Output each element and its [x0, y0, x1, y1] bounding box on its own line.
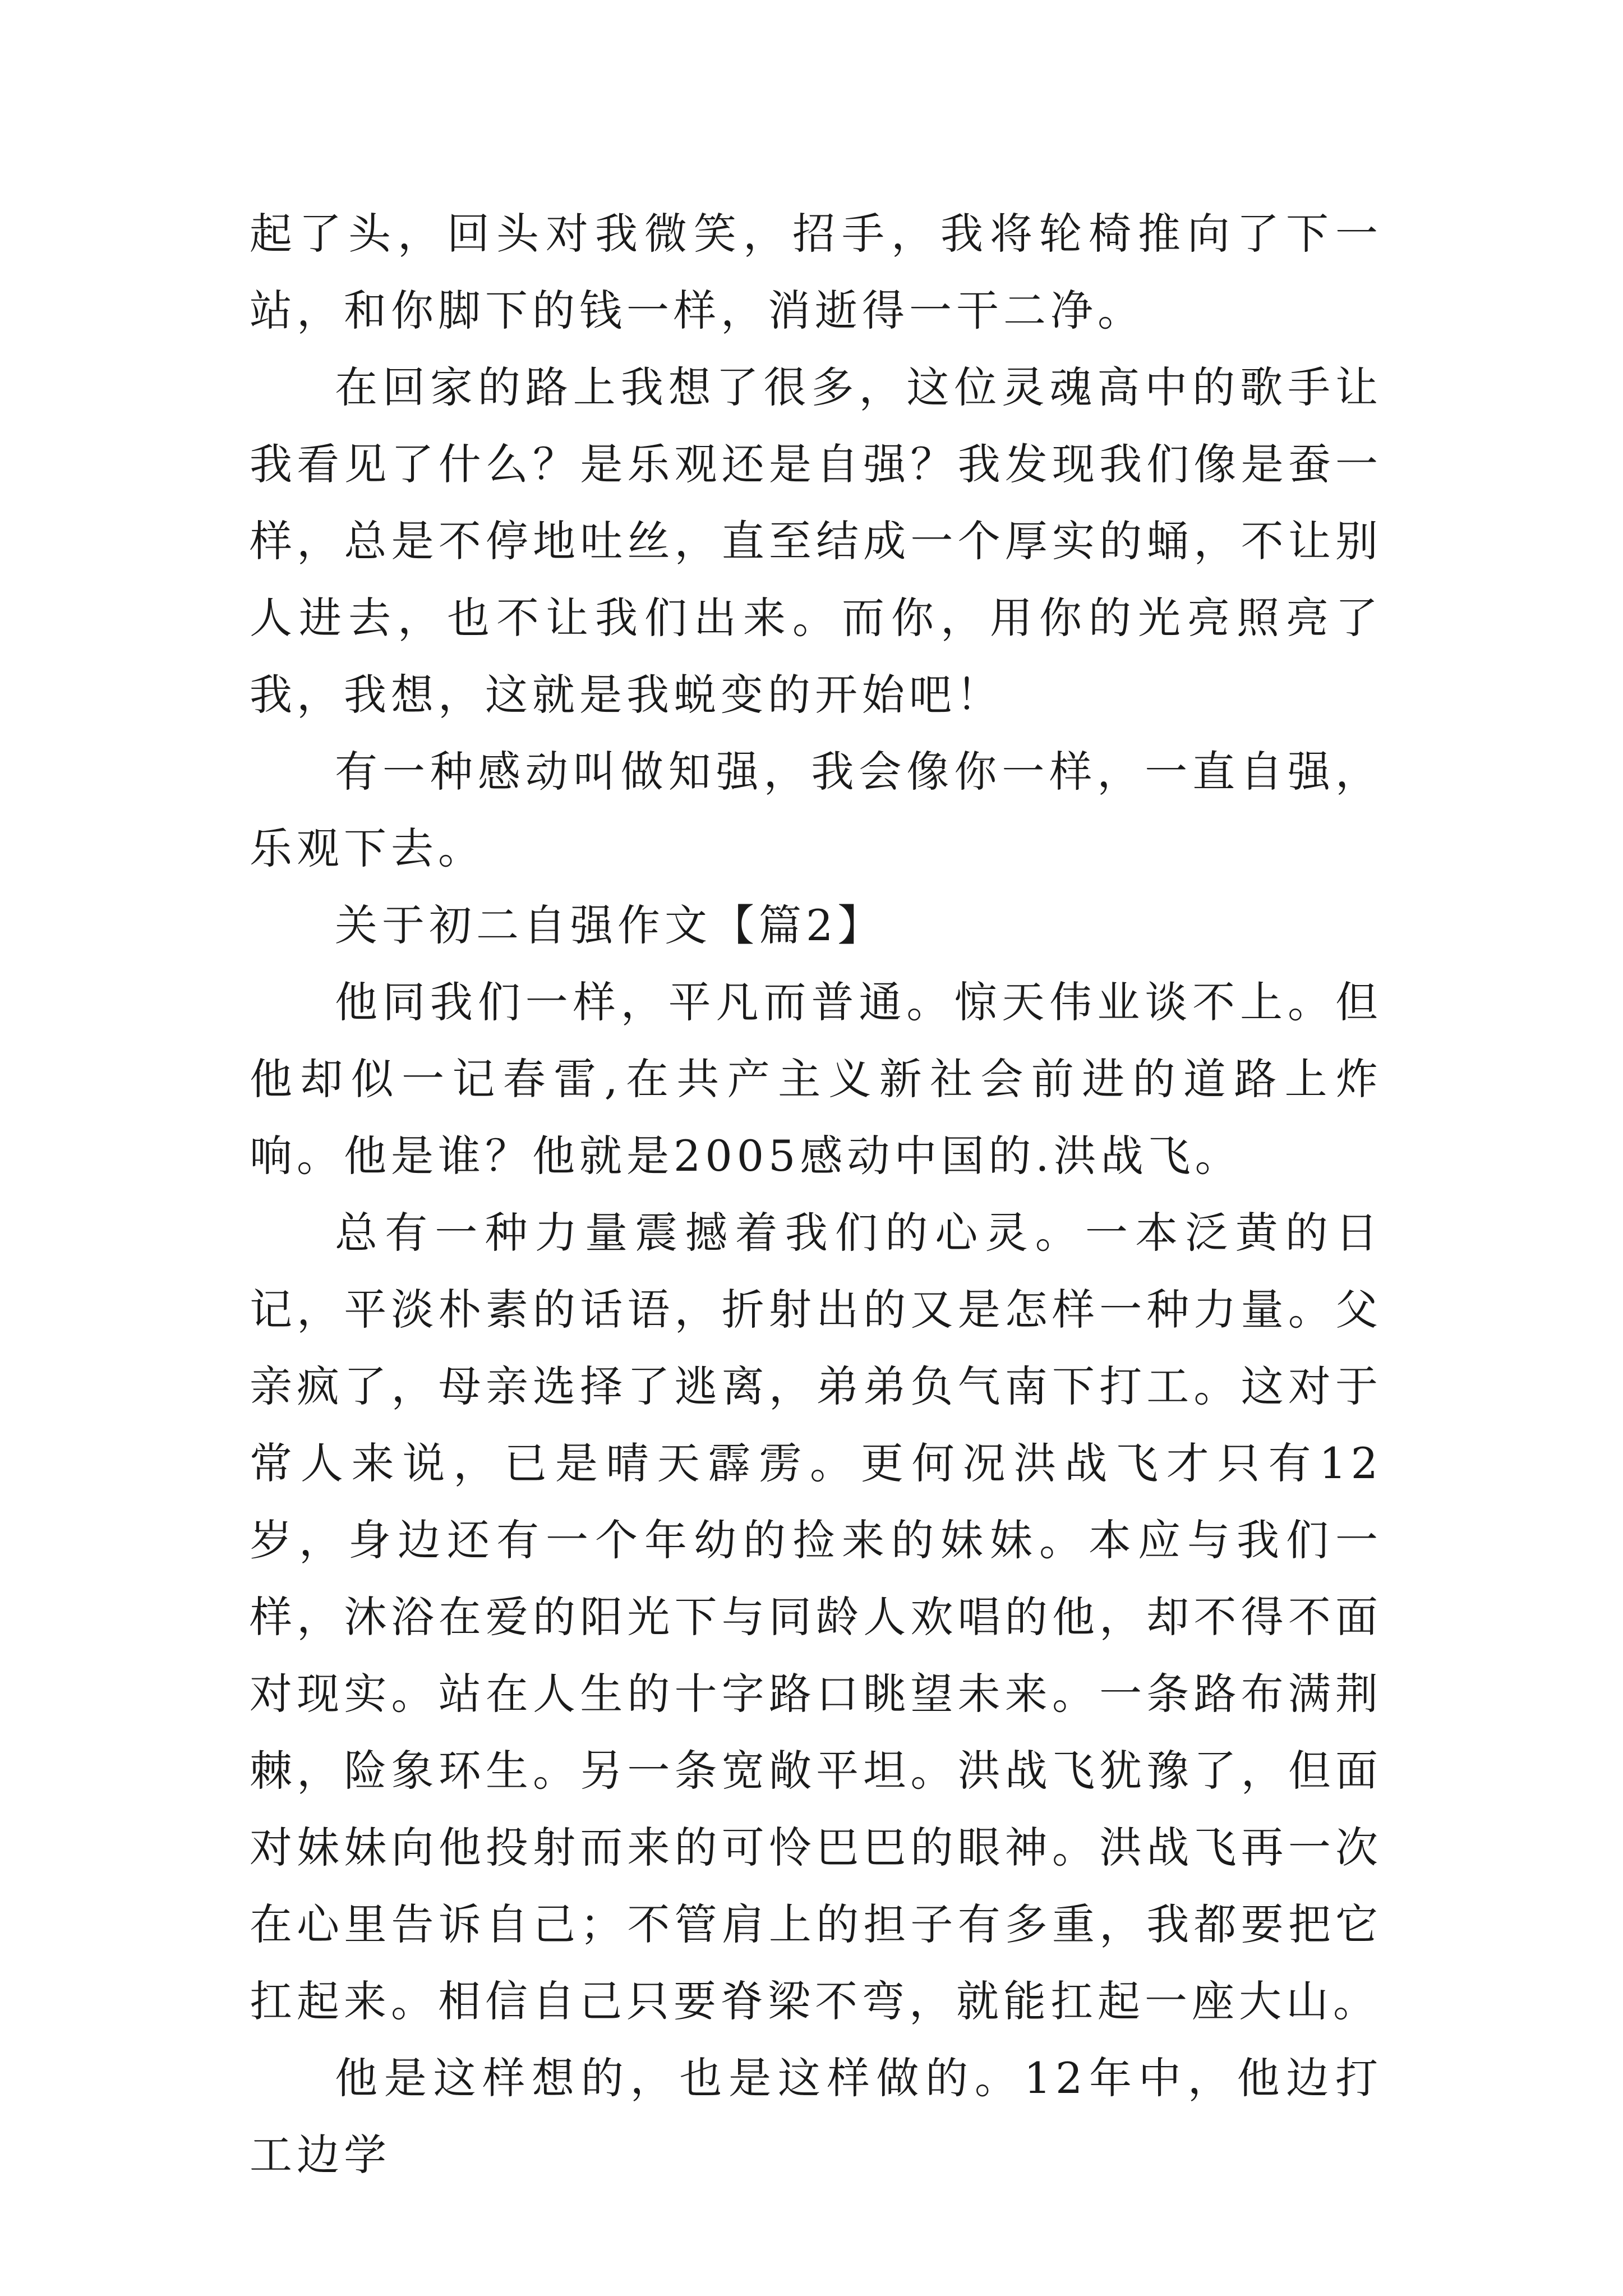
paragraph-continuation: 起了头，回头对我微笑，招手，我将轮椅推向了下一站，和你脚下的钱一样，消逝得一干二净。 — [250, 209, 1382, 335]
paragraph: 总有一种力量震撼着我们的心灵。一本泛黄的日记，平淡朴素的话语，折射出的又是怎样一种力量。父亲疯了，母亲选择了逃离，弟弟负气南下打工。这对于常人来说，已是晴天霹雳。更何况洪战飞才只有12岁，身边还有一个年幼的捡来的妹妹。本应与我们一样，沐浴在爱的阳光下与同龄人欢唱的他，却不得不面对现实。站在人生的十字路口眺望未来。一条路布满荆棘，险象环生。另一条宽敞平坦。洪战飞犹豫了，但面对妹妹向他投射而来的可怜巴巴的眼神。洪战飞再一次在心里告诉自己；不管肩上的担子有多重，我都要把它扛起来。相信自己只要脊梁不弯，就能扛起一座大山。 — [250, 1208, 1382, 2026]
paragraph: 有一种感动叫做知强，我会像你一样，一直自强，乐观下去。 — [250, 747, 1382, 873]
paragraph: 他是这样想的，也是这样做的。12年中，他边打工边学 — [250, 2053, 1382, 2180]
paragraph: 他同我们一样，平凡而普通。惊天伟业谈不上。但他却似一记春雷,在共产主义新社会前进的道路上炸响。他是谁？他就是2005感动中国的.洪战飞。 — [250, 977, 1382, 1181]
paragraph: 在回家的路上我想了很多，这位灵魂高中的歌手让我看见了什么？是乐观还是自强？我发现我们像是蚕一样，总是不停地吐丝，直至结成一个厚实的蛹，不让别人进去，也不让我们出来。而你，用你的光亮照亮了我，我想，这就是我蜕变的开始吧！ — [250, 362, 1382, 720]
section-heading: 关于初二自强作文【篇2】 — [335, 900, 885, 950]
essay-body — [250, 195, 1382, 2193]
